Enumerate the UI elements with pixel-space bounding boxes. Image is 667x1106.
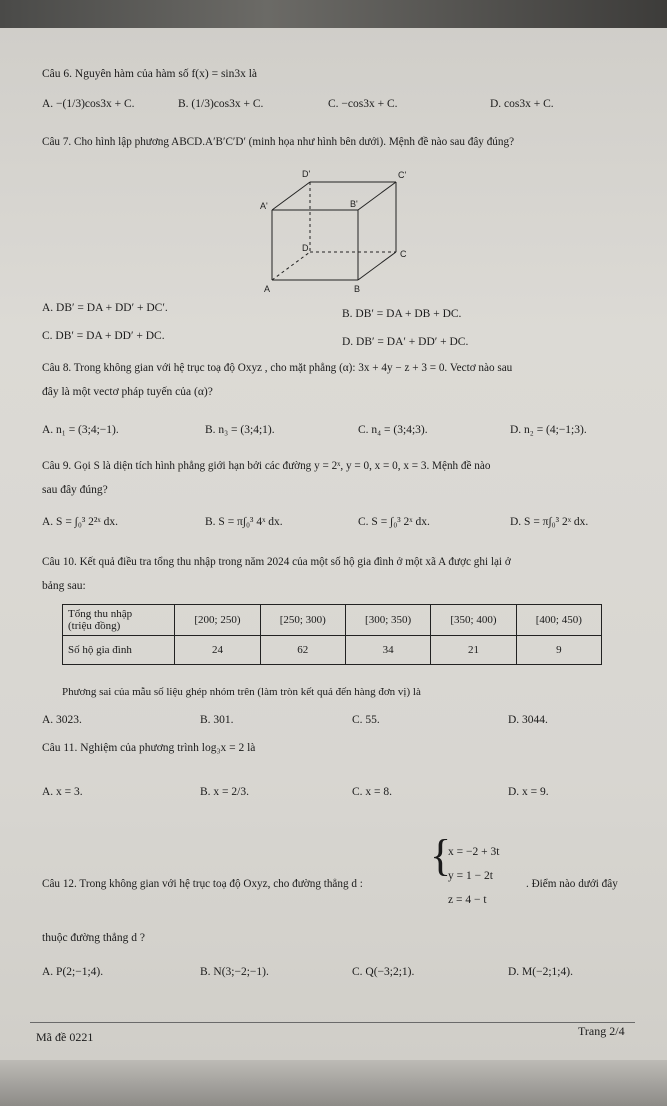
q12-eq-y: y = 1 − 2t [448, 870, 493, 882]
q12-stem-line2: thuộc đường thẳng d ? [42, 932, 146, 944]
q6-stem: Câu 6. Nguyên hàm của hàm số f(x) = sin3x là [42, 68, 258, 80]
q11-option-c: C. x = 8. [352, 786, 393, 798]
q12-eq-x: x = −2 + 3t [448, 846, 500, 858]
table-cell: [200; 250) [175, 605, 260, 636]
label-d: D [302, 243, 309, 253]
q10-option-c: C. 55. [352, 714, 380, 726]
q12-option-c: C. Q(−3;2;1). [352, 966, 415, 978]
q6-option-d: D. cos3x + C. [490, 98, 554, 110]
cube-figure [250, 165, 420, 300]
label-a: A [264, 284, 271, 294]
table-cell: [250; 300) [260, 605, 345, 636]
q7-option-d: D. DB′ = DA′ + DD′ + DC. [342, 336, 469, 348]
q7-option-b: B. DB′ = DA + DB + DC. [342, 308, 462, 320]
q8-stem-line2: đây là một vectơ pháp tuyến của (α)? [42, 386, 213, 398]
q9-option-b: B. S = π∫₀³ 4ˣ dx. [205, 516, 283, 528]
income-table [62, 604, 602, 665]
table-header-households: Số hộ gia đình [63, 636, 175, 665]
q11-option-a: A. x = 3. [42, 786, 83, 798]
table-cell: [300; 350) [345, 605, 430, 636]
table-row [63, 605, 602, 636]
background-bottom [0, 1060, 667, 1106]
table-cell: [350; 400) [431, 605, 516, 636]
table-cell: 24 [175, 636, 260, 665]
label-d1: D' [302, 169, 311, 179]
table-header-income-line2: (triệu đồng) [68, 620, 121, 632]
background-top [0, 0, 667, 28]
q12-option-d: D. M(−2;1;4). [508, 966, 573, 978]
label-c: C [400, 249, 407, 259]
q12-stem: Câu 12. Trong không gian với hệ trục toạ độ Oxyz, cho đường thẳng d : [42, 878, 363, 890]
q10-option-a: A. 3023. [42, 714, 82, 726]
q11-option-b: B. x = 2/3. [200, 786, 249, 798]
q7-option-c: C. DB′ = DA + DD′ + DC. [42, 330, 165, 342]
q10-question: Phương sai của mẫu số liệu ghép nhóm trên (làm tròn kết quả đến hàng đơn vị) là [62, 686, 421, 698]
q9-option-c: C. S = ∫₀³ 2ˣ dx. [358, 516, 430, 528]
label-a1: A' [260, 201, 268, 211]
system-brace: { [430, 831, 452, 880]
edge-a1d1 [272, 182, 310, 210]
q10-option-b: B. 301. [200, 714, 234, 726]
label-b1: B' [350, 199, 358, 209]
q6-option-b: B. (1/3)cos3x + C. [178, 98, 264, 110]
q10-stem-line1: Câu 10. Kết quả điều tra tổng thu nhập trong năm 2024 của một số hộ gia đình ở một xã A được ghi lại ở [42, 556, 511, 568]
q9-stem-line1: Câu 9. Gọi S là diện tích hình phẳng giới hạn bởi các đường y = 2ˣ, y = 0, x = 0, x = 3. Mệnh đề nào [42, 460, 491, 472]
page-number: Trang 2/4 [578, 1024, 625, 1038]
q12-option-b: B. N(3;−2;−1). [200, 966, 269, 978]
q10-stem-line2: bảng sau: [42, 580, 86, 592]
q8-option-a: A. n₁ = (3;4;−1). [42, 424, 119, 436]
q7-stem: Câu 7. Cho hình lập phương ABCD.A′B′C′D′ (minh họa như hình bên dưới). Mệnh đề nào sau đây đúng? [42, 136, 515, 148]
label-b: B [354, 284, 361, 294]
q9-option-d: D. S = π∫₀³ 2ˣ dx. [510, 516, 589, 528]
label-c1: C' [398, 170, 407, 180]
table-header-income [63, 605, 175, 636]
table-header-income-line1: Tổng thu nhập [68, 608, 133, 620]
q8-option-c: C. n₄ = (3;4;3). [358, 424, 428, 436]
q8-option-b: B. n₃ = (3;4;1). [205, 424, 275, 436]
table-cell: 21 [431, 636, 516, 665]
table-row [63, 636, 602, 665]
q9-stem-line2: sau đây đúng? [42, 484, 108, 496]
q7-option-a: A. DB′ = DA + DD′ + DC′. [42, 302, 168, 314]
edge-bc [358, 252, 396, 280]
q11-stem: Câu 11. Nghiệm của phương trình log₃x = 2 là [42, 742, 256, 754]
edge-b1c1 [358, 182, 396, 210]
q12-stem-end: . Điểm nào dưới đây [526, 878, 618, 890]
footer-divider [30, 1022, 635, 1023]
q6-option-c: C. −cos3x + C. [328, 98, 398, 110]
q9-option-a: A. S = ∫₀³ 2²ˣ dx. [42, 516, 118, 528]
exam-code: Mã đề 0221 [36, 1030, 94, 1044]
edge-ad-hidden [272, 252, 310, 280]
q12-option-a: A. P(2;−1;4). [42, 966, 104, 978]
q12-eq-z: z = 4 − t [448, 894, 487, 906]
q6-option-a: A. −(1/3)cos3x + C. [42, 98, 135, 110]
table-cell: 62 [260, 636, 345, 665]
q8-stem-line1: Câu 8. Trong không gian với hệ trục toạ độ Oxyz , cho mặt phẳng (α): 3x + 4y − z + 3 = 0. Vectơ nào sau [42, 362, 513, 374]
q8-option-d: D. n₂ = (4;−1;3). [510, 424, 587, 436]
q11-option-d: D. x = 9. [508, 786, 549, 798]
q10-option-d: D. 3044. [508, 714, 548, 726]
table-cell: 9 [516, 636, 601, 665]
table-cell: 34 [345, 636, 430, 665]
table-cell: [400; 450) [516, 605, 601, 636]
